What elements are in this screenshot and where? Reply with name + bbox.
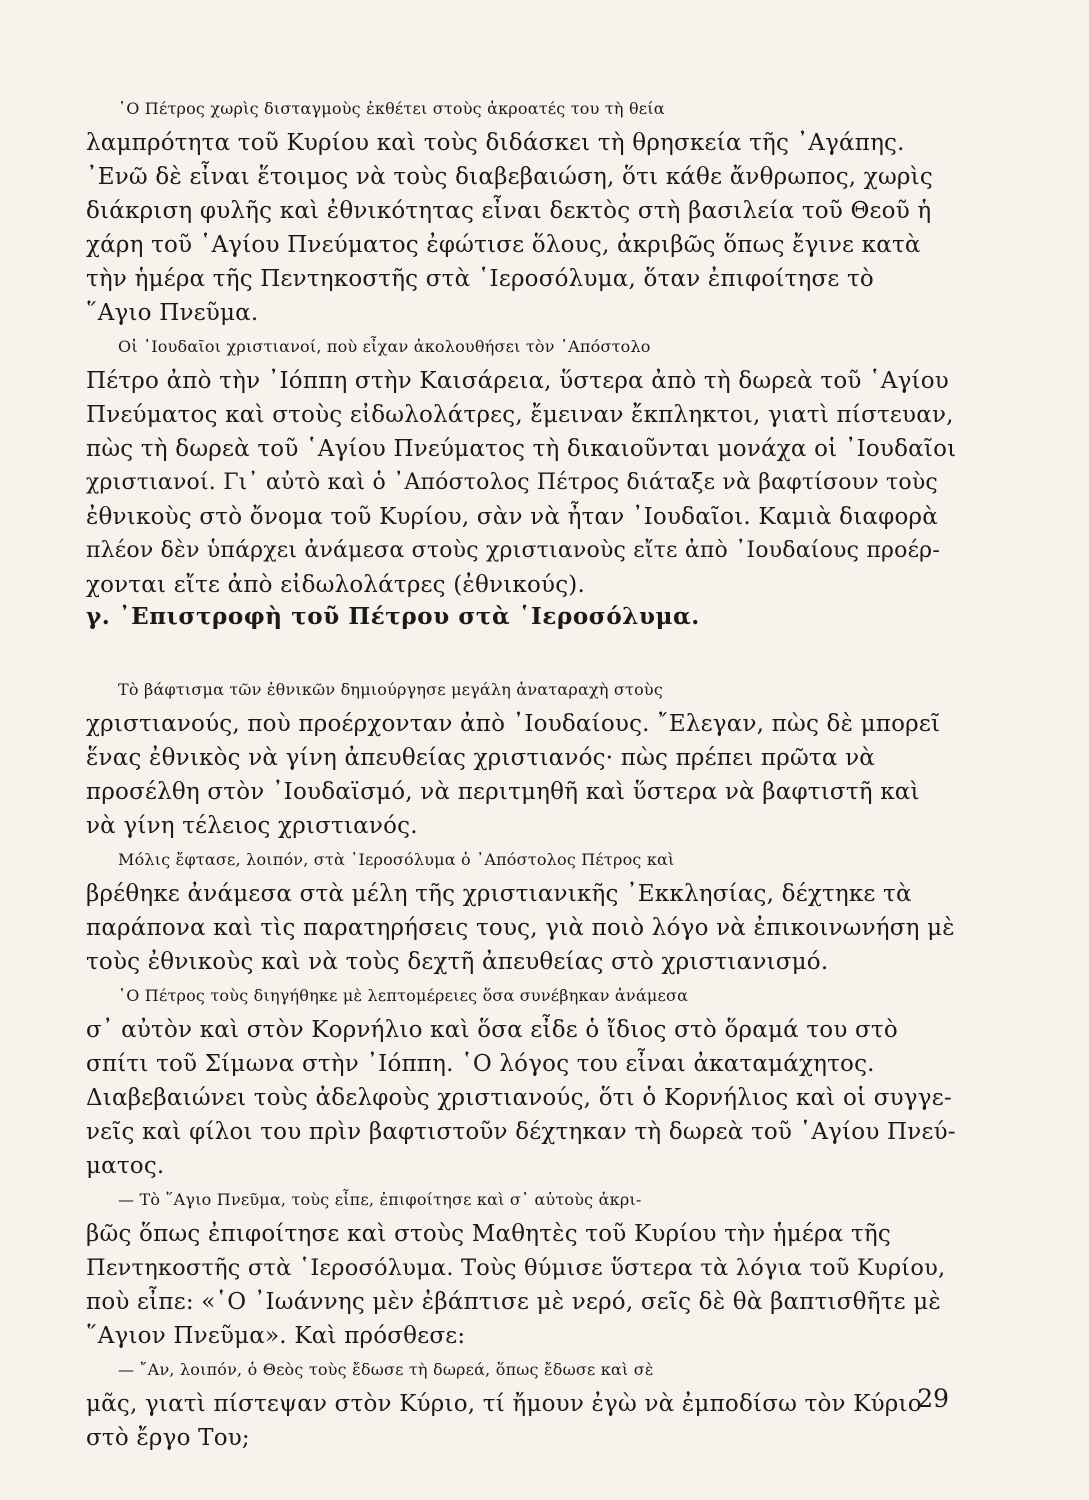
lower-text-block bbox=[86, 673, 956, 1455]
paragraph-jewish-christians bbox=[86, 330, 956, 602]
text-line: βρέθηκε ἀνάμεσα στὰ μέλη τῆς χριστιανικῆς ᾿Εκκλησίας, δέχτηκε τὰ bbox=[86, 881, 912, 907]
text-line: πλέον δὲν ὑπάρχει ἀνάμεσα στοὺς χριστιανοὺς εἴτε ἀπὸ ᾿Ιουδαίους προέρ- bbox=[86, 538, 940, 563]
text-line: Μόλις ἔφτασε, λοιπόν, στὰ ῾Ιεροσόλυμα ὁ ᾿Απόστολος Πέτρος καὶ bbox=[118, 850, 675, 869]
text-line: ῞Αγιον Πνεῦμα». Καὶ πρόσθεσε: bbox=[86, 1323, 466, 1349]
text-line: ῞Αγιο Πνεῦμα. bbox=[86, 300, 259, 326]
paragraph-holy-spirit-speech bbox=[86, 1183, 956, 1353]
text-line: πὼς τὴ δωρεὰ τοῦ ῾Αγίου Πνεύματος τὴ δικαιοῦνται μονάχα οἱ ᾿Ιουδαῖοι bbox=[86, 436, 957, 462]
paragraph-closing-question bbox=[86, 1353, 956, 1455]
text-line: διάκριση φυλῆς καὶ ἐθνικότητας εἶναι δεκτὸς στὴ βασιλεία τοῦ Θεοῦ ἡ bbox=[86, 198, 932, 224]
text-line: χάρη τοῦ ῾Αγίου Πνεύματος ἐφώτισε ὅλους, ἀκριβῶς ὅπως ἔγινε κατὰ bbox=[86, 232, 921, 258]
text-line: χριστιανοί. Γι᾿ αὐτὸ καὶ ὁ ᾿Απόστολος Πέτρος διάταξε νὰ βαφτίσουν τοὺς bbox=[86, 470, 938, 495]
text-line: ματος. bbox=[86, 1153, 165, 1179]
text-line: σ᾿ αὐτὸν καὶ στὸν Κορνήλιο καὶ ὅσα εἶδε ὁ ἴδιος στὸ ὅραμά του στὸ bbox=[86, 1017, 898, 1043]
text-line: χονται εἴτε ἀπὸ εἰδωλολάτρες (ἐθνικούς). bbox=[86, 572, 585, 598]
section-heading: γ. ᾿Επιστροφὴ τοῦ Πέτρου στὰ ῾Ιεροσόλυμα. bbox=[86, 603, 700, 630]
text-line: ἐθνικοὺς στὸ ὄνομα τοῦ Κυρίου, σὰν νὰ ἦταν ᾿Ιουδαῖοι. Καμιὰ διαφορὰ bbox=[86, 504, 938, 530]
text-line: Πνεύματος καὶ στοὺς εἰδωλολάτρες, ἔμειναν ἔκπληκτοι, γιατὶ πίστευαν, bbox=[86, 402, 954, 428]
text-line: ἕνας ἐθνικὸς νὰ γίνη ἀπευθείας χριστιανός· πὼς πρέπει πρῶτα νὰ bbox=[86, 745, 875, 771]
paragraph-peter-account bbox=[86, 979, 956, 1183]
text-line: ῾Ο Πέτρος τοὺς διηγήθηκε μὲ λεπτομέρειες ὅσα συνέβηκαν ἀνάμεσα bbox=[118, 986, 689, 1005]
text-line: λαμπρότητα τοῦ Κυρίου καὶ τοὺς διδάσκει τὴ θρησκεία τῆς ᾿Αγάπης. bbox=[86, 130, 905, 156]
text-line: Διαβεβαιώνει τοὺς ἀδελφοὺς χριστιανούς, ὅτι ὁ Κορνήλιος καὶ οἱ συγγε- bbox=[86, 1085, 952, 1111]
text-line: Τὸ βάφτισμα τῶν ἐθνικῶν δημιούργησε μεγάλη ἀναταραχὴ στοὺς bbox=[118, 680, 664, 699]
paragraph-baptism-controversy bbox=[86, 673, 956, 843]
text-line: Πεντηκοστῆς στὰ ῾Ιεροσόλυμα. Τοὺς θύμισε ὕστερα τὰ λόγια τοῦ Κυρίου, bbox=[86, 1255, 946, 1281]
text-line: τὴν ἡμέρα τῆς Πεντηκοστῆς στὰ ῾Ιεροσόλυμα, ὅταν ἐπιφοίτησε τὸ bbox=[86, 266, 874, 292]
text-line: νὰ γίνη τέλειος χριστιανός. bbox=[86, 813, 418, 839]
text-line: παράπονα καὶ τὶς παρατηρήσεις τους, γιὰ ποιὸ λόγο νὰ ἐπικοινωνήση μὲ bbox=[86, 915, 955, 941]
text-line: ᾿Ενῶ δὲ εἶναι ἕτοιμος νὰ τοὺς διαβεβαιώση, ὅτι κάθε ἄνθρωπος, χωρὶς bbox=[86, 164, 933, 190]
text-line: προσέλθη στὸν ᾿Ιουδαϊσμό, νὰ περιτμηθῆ καὶ ὕστερα νὰ βαφτιστῆ καὶ bbox=[86, 779, 920, 805]
text-line: Οἱ ᾿Ιουδαῖοι χριστιανοί, ποὺ εἶχαν ἀκολουθήσει τὸν ᾿Απόστολο bbox=[118, 337, 651, 356]
text-line: — ῎Αν, λοιπόν, ὁ Θεὸς τοὺς ἔδωσε τὴ δωρεά, ὅπως ἔδωσε καὶ σὲ bbox=[118, 1360, 654, 1379]
text-line: μᾶς, γιατὶ πίστεψαν στὸν Κύριο, τί ἤμουν ἐγὼ νὰ ἐμποδίσω τὸν Κύριο bbox=[86, 1391, 922, 1417]
text-line: Πέτρο ἀπὸ τὴν ᾿Ιόππη στὴν Καισάρεια, ὕστερα ἀπὸ τὴ δωρεὰ τοῦ ῾Αγίου bbox=[86, 368, 949, 394]
upper-text-block bbox=[86, 92, 956, 602]
paragraph-arrival-jerusalem bbox=[86, 843, 956, 979]
page-number: 29 bbox=[917, 1384, 949, 1413]
text-line: βῶς ὅπως ἐπιφοίτησε καὶ στοὺς Μαθητὲς τοῦ Κυρίου τὴν ἡμέρα τῆς bbox=[86, 1221, 891, 1247]
text-line: ῾Ο Πέτρος χωρὶς δισταγμοὺς ἐκθέτει στοὺς ἀκροατές του τὴ θεία bbox=[118, 99, 665, 118]
text-line: χριστιανούς, ποὺ προέρχονταν ἀπὸ ᾿Ιουδαίους. ῎Ελεγαν, πὼς δὲ μπορεῖ bbox=[86, 711, 941, 737]
text-line: σπίτι τοῦ Σίμωνα στὴν ᾿Ιόππη. ῾Ο λόγος του εἶναι ἀκαταμάχητος. bbox=[86, 1051, 875, 1077]
text-line: στὸ ἔργο Του; bbox=[86, 1425, 250, 1451]
paragraph-peter-sermon bbox=[86, 92, 956, 330]
text-line: νεῖς καὶ φίλοι του πρὶν βαφτιστοῦν δέχτηκαν τὴ δωρεὰ τοῦ ῾Αγίου Πνεύ- bbox=[86, 1119, 956, 1145]
text-line: ποὺ εἶπε: «῾Ο ᾿Ιωάννης μὲν ἐβάπτισε μὲ νερό, σεῖς δὲ θὰ βαπτισθῆτε μὲ bbox=[86, 1289, 941, 1315]
text-line: τοὺς ἐθνικοὺς καὶ νὰ τοὺς δεχτῆ ἀπευθείας στὸ χριστιανισμό. bbox=[86, 949, 829, 975]
text-line: — Τὸ ῞Αγιο Πνεῦμα, τοὺς εἶπε, ἐπιφοίτησε καὶ σ᾿ αὐτοὺς ἀκρι- bbox=[118, 1190, 642, 1209]
